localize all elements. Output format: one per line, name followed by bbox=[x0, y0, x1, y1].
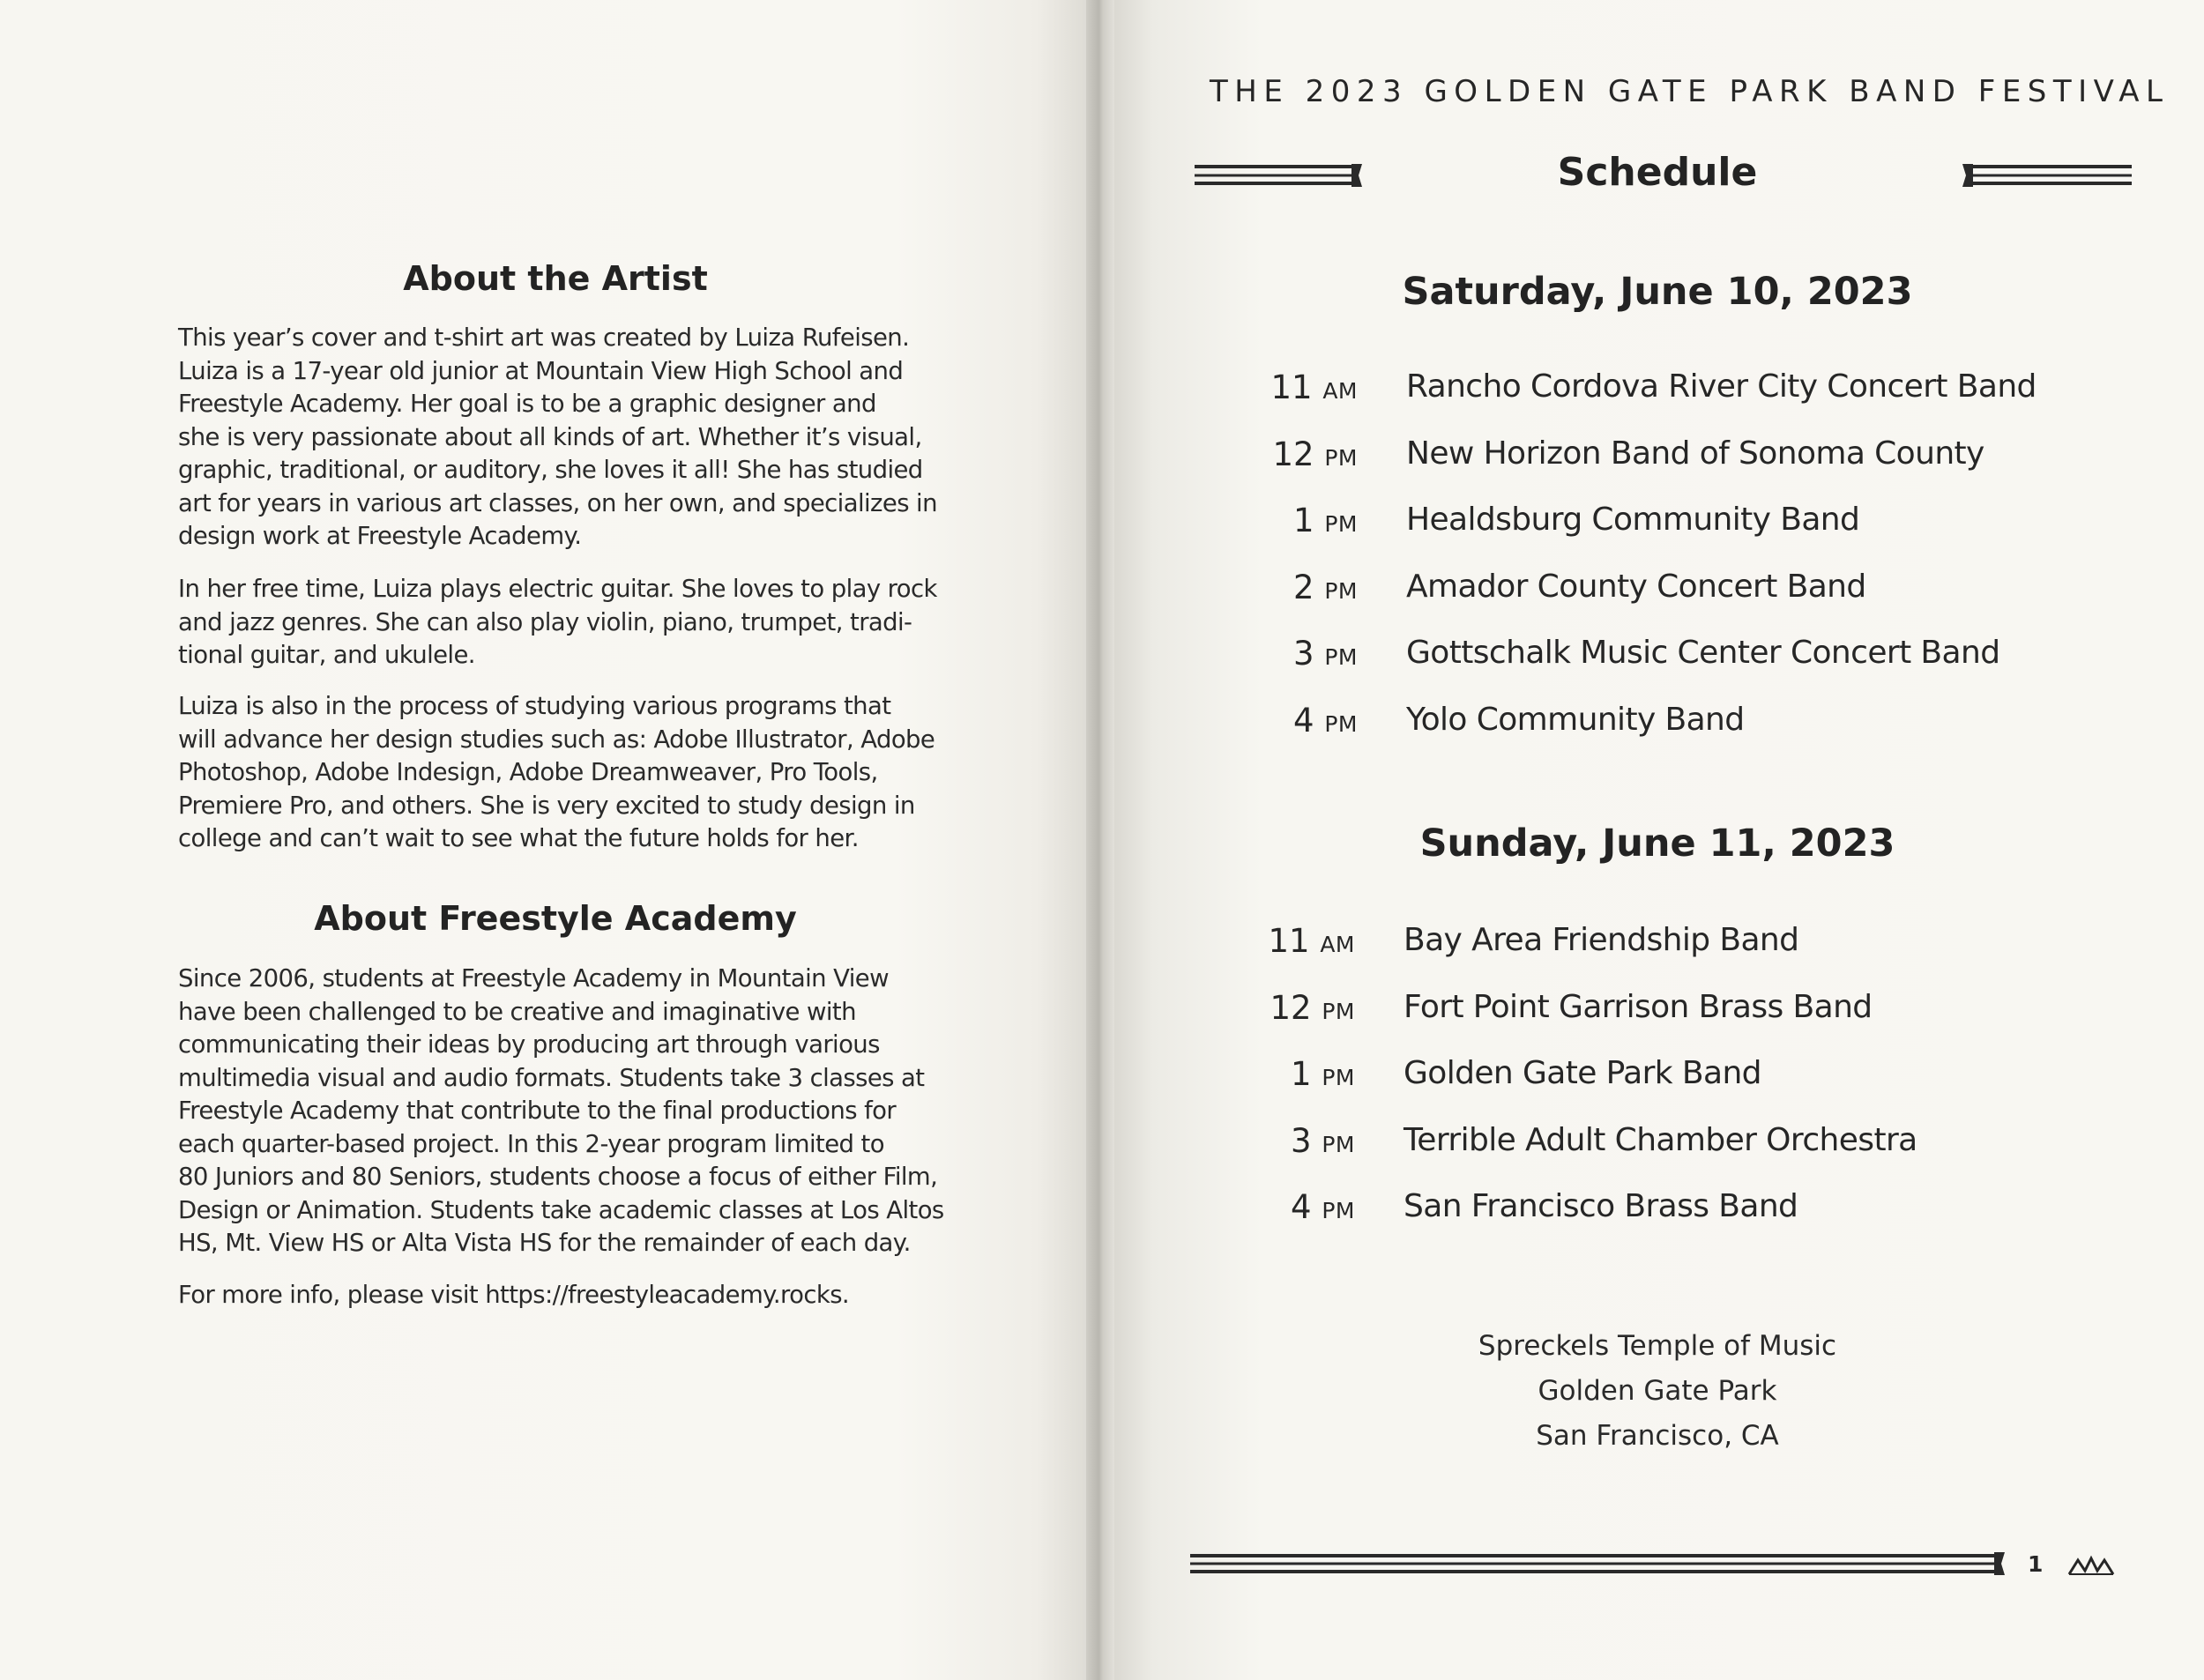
left-heading-rule bbox=[1195, 159, 1371, 194]
text-line: For more info, please visit https://freestyleacademy.rocks. bbox=[178, 1281, 850, 1309]
schedule-row bbox=[1214, 1117, 2007, 1184]
text-line: 80 Juniors and 80 Seniors, students choose a focus of either Film, bbox=[178, 1163, 938, 1191]
about-artist-heading: About the Artist bbox=[403, 259, 708, 298]
text-line: design work at Freestyle Academy. bbox=[178, 522, 582, 550]
band-name: Golden Gate Park Band bbox=[1404, 1055, 1761, 1092]
schedule-heading: Schedule bbox=[1557, 150, 1758, 195]
schedule-row bbox=[1214, 1050, 2007, 1117]
schedule-row bbox=[1214, 1183, 2007, 1250]
time-label: 2 PM bbox=[1293, 568, 1358, 606]
festival-title: THE 2023 GOLDEN GATE PARK BAND FESTIVAL bbox=[1210, 74, 2170, 109]
band-name: Healdsburg Community Band bbox=[1406, 502, 1860, 539]
time-label: 11 AM bbox=[1270, 368, 1358, 406]
time-label: 11 AM bbox=[1268, 922, 1355, 960]
text-line: Design or Animation. Students take academic classes at Los Altos bbox=[178, 1195, 944, 1224]
text-line: This year’s cover and t-shirt art was created by Luiza Rufeisen. bbox=[178, 323, 910, 352]
sunday-schedule bbox=[1214, 917, 2007, 1250]
schedule-row bbox=[1217, 496, 2010, 563]
text-line: communicating their ideas by producing art through various bbox=[178, 1030, 880, 1059]
text-line: Luiza is a 17-year old junior at Mountain View High School and bbox=[178, 356, 904, 385]
page-number: 1 bbox=[2028, 1551, 2044, 1577]
text-line: Premiere Pro, and others. She is very excited to study design in bbox=[178, 791, 915, 820]
time-label: 12 PM bbox=[1270, 988, 1355, 1027]
saturday-schedule bbox=[1217, 363, 2036, 763]
saturday-heading: Saturday, June 10, 2023 bbox=[1402, 270, 1913, 314]
text-line: will advance her design studies such as: Adobe Illustrator, Adobe bbox=[178, 725, 935, 754]
band-logo-icon bbox=[2067, 1555, 2115, 1578]
text-line: she is very passionate about all kinds of art. Whether it’s visual, bbox=[178, 422, 922, 451]
band-name: New Horizon Band of Sonoma County bbox=[1406, 435, 1984, 472]
text-line: Freestyle Academy that contribute to the final productions for bbox=[178, 1096, 897, 1125]
schedule-row bbox=[1217, 363, 2036, 430]
right-heading-rule bbox=[1957, 159, 2133, 194]
text-line: In her free time, Luiza plays electric guitar. She loves to play rock bbox=[178, 575, 937, 603]
text-line: graphic, traditional, or auditory, she loves it all! She has studied bbox=[178, 456, 923, 484]
sunday-heading: Sunday, June 11, 2023 bbox=[1419, 821, 1895, 866]
time-label: 1 PM bbox=[1291, 1055, 1355, 1094]
schedule-row bbox=[1217, 563, 2010, 630]
text-line: HS, Mt. View HS or Alta Vista HS for the remainder of each day. bbox=[178, 1229, 911, 1257]
time-label: 4 PM bbox=[1291, 1188, 1355, 1227]
time-label: 12 PM bbox=[1272, 435, 1358, 473]
artist-paragraph-3 bbox=[178, 690, 954, 856]
footer-rule bbox=[1190, 1550, 2010, 1581]
schedule-row bbox=[1217, 629, 2010, 696]
band-name: Bay Area Friendship Band bbox=[1404, 922, 1799, 958]
venue-line: Golden Gate Park bbox=[1538, 1375, 1777, 1407]
schedule-row bbox=[1214, 917, 2007, 984]
artist-paragraph-1 bbox=[178, 322, 954, 554]
band-name: Yolo Community Band bbox=[1406, 701, 1745, 738]
band-name: Gottschalk Music Center Concert Band bbox=[1406, 635, 2000, 672]
text-line: art for years in various art classes, on her own, and specializes in bbox=[178, 488, 937, 517]
text-line: college and can’t wait to see what the future holds for her. bbox=[178, 824, 859, 852]
text-line: Luiza is also in the process of studying various programs that bbox=[178, 692, 891, 720]
text-line: tional guitar, and ukulele. bbox=[178, 641, 475, 669]
text-line: multimedia visual and audio formats. Students take 3 classes at bbox=[178, 1063, 925, 1092]
time-label: 3 PM bbox=[1291, 1121, 1355, 1160]
book-gutter bbox=[1086, 0, 1114, 1680]
schedule-row bbox=[1217, 430, 2010, 497]
band-name: Amador County Concert Band bbox=[1406, 568, 1866, 605]
schedule-row bbox=[1214, 984, 2007, 1051]
venue-address bbox=[1384, 1324, 1931, 1459]
venue-line: San Francisco, CA bbox=[1536, 1420, 1779, 1452]
time-label: 1 PM bbox=[1293, 502, 1358, 540]
text-line: Photoshop, Adobe Indesign, Adobe Dreamweaver, Pro Tools, bbox=[178, 758, 878, 786]
band-name: Terrible Adult Chamber Orchestra bbox=[1404, 1121, 1917, 1158]
text-line: and jazz genres. She can also play violin, piano, trumpet, tradi- bbox=[178, 607, 912, 636]
time-label: 3 PM bbox=[1293, 635, 1358, 673]
band-name: San Francisco Brass Band bbox=[1404, 1188, 1798, 1225]
time-label: 4 PM bbox=[1293, 701, 1358, 740]
about-academy-heading: About Freestyle Academy bbox=[314, 899, 797, 938]
artist-paragraph-2 bbox=[178, 573, 954, 673]
band-name: Fort Point Garrison Brass Band bbox=[1404, 988, 1873, 1025]
band-name: Rancho Cordova River City Concert Band bbox=[1406, 368, 2036, 405]
text-line: each quarter-based project. In this 2-year program limited to bbox=[178, 1129, 884, 1158]
academy-paragraph-2 bbox=[178, 1279, 954, 1312]
text-line: Since 2006, students at Freestyle Academy in Mountain View bbox=[178, 964, 889, 992]
text-line: have been challenged to be creative and imaginative with bbox=[178, 997, 856, 1026]
schedule-row bbox=[1217, 696, 2010, 763]
venue-line: Spreckels Temple of Music bbox=[1478, 1330, 1837, 1362]
text-line: Freestyle Academy. Her goal is to be a graphic designer and bbox=[178, 390, 876, 418]
academy-paragraph-1 bbox=[178, 963, 954, 1260]
